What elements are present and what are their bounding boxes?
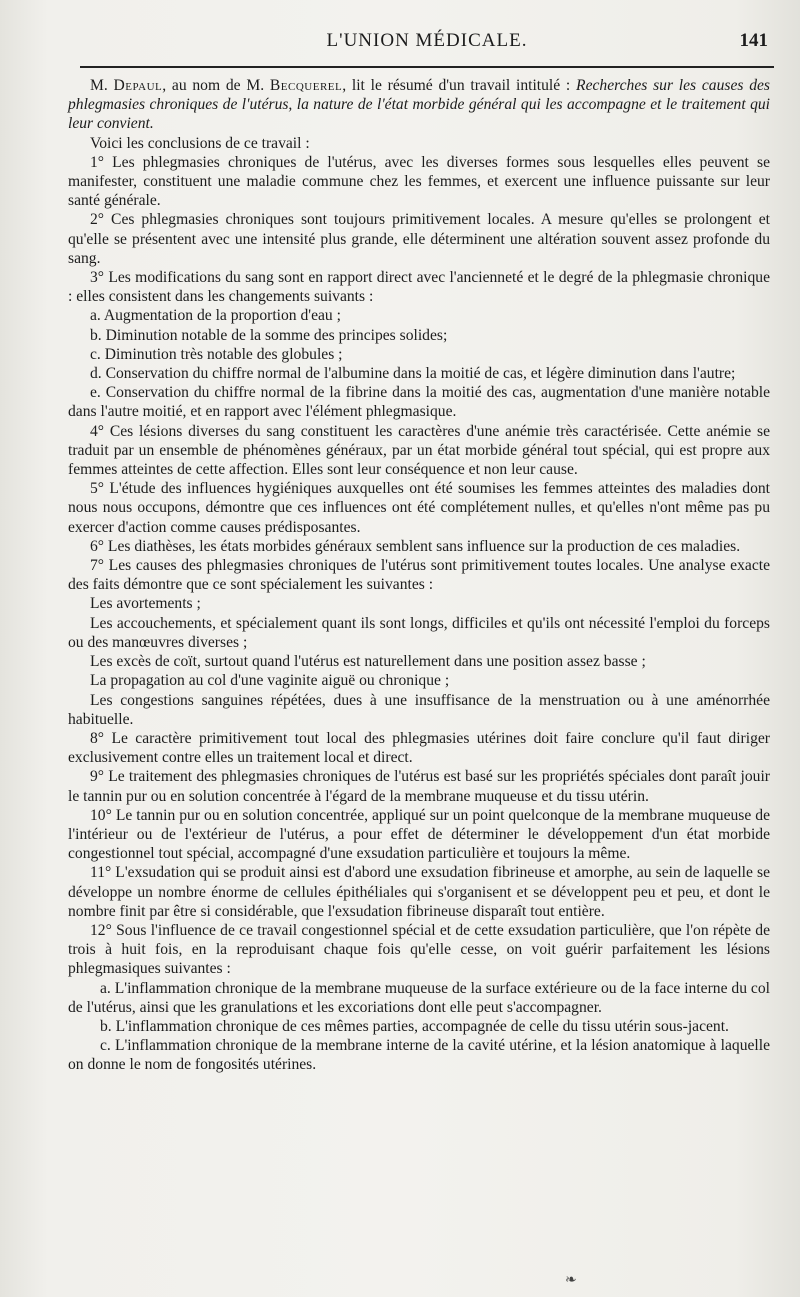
conclusion-8: 8° Le caractère primitivement tout local des phlegmasies utérines doit faire conclure qu'il faut diriger exclusivement contre elles un traitement local et direct.: [68, 729, 770, 767]
header-rule: [80, 66, 774, 68]
conclusion-6: 6° Les diathèses, les états morbides généraux semblent sans influence sur la production de ces maladies.: [90, 537, 741, 555]
article-body: [68, 76, 770, 1075]
blood-change-b: b. Diminution notable de la somme des principes solides;: [90, 326, 448, 344]
work-title: Recherches sur les causes des phlegmasies chroniques de l'utérus, la nature de l'état morbide général qui les accompagne et le traitement qui leur convient.: [68, 77, 770, 133]
conclusion-4: 4° Ces lésions diverses du sang constituent les caractères d'une anémie très caractérisée. Cette anémie se traduit par un ensemble de phénomènes généraux, par un état morbide général tout spécial, qui est propre aux femmes atteintes de cette affection. Elles sont leur conséquence et non leur cause.: [68, 422, 770, 479]
cause-congestions: Les congestions sanguines répétées, dues à une insuffisance de la menstruation ou à une aménorrhée habituelle.: [68, 691, 770, 728]
ornament-mark: ❧: [565, 1273, 577, 1288]
conclusions-intro: Voici les conclusions de ce travail :: [90, 134, 310, 152]
intro-lead: , lit le résumé d'un travail intitulé :: [342, 77, 571, 94]
second-author-name: Becquerel: [269, 77, 343, 94]
running-head: [80, 30, 774, 56]
blood-change-a: a. Augmentation de la proportion d'eau ;: [90, 307, 341, 325]
running-title: L'UNION MÉDICALE.: [326, 30, 528, 51]
lesion-b: b. L'inflammation chronique de ces mêmes parties, accompagnée de celle du tissu utérin sous-jacent.: [100, 1017, 729, 1035]
cause-propagation: La propagation au col d'une vaginite aiguë ou chronique ;: [90, 672, 450, 690]
conclusion-11: 11° L'exsudation qui se produit ainsi est d'abord une exsudation fibrineuse et amorphe, au sein de laquelle se développe un nombre énorme de cellules épithéliales qui s'organisent et se développent peu et peu, et dont le nombre finit par être si considérable, que l'exsudation fibrineuse disparaît tout entière.: [68, 864, 770, 920]
lesion-a: a. L'inflammation chronique de la membrane muqueuse de la surface extérieure ou de la face interne du col de l'utérus, ainsi que les granulations et les excoriations dont elle peut s'accompagner.: [68, 979, 770, 1016]
blood-change-c: c. Diminution très notable des globules ;: [90, 345, 343, 363]
conclusion-12: 12° Sous l'influence de ce travail congestionnel spécial et de cette exsudation particulière, que l'on répète de trois à huit fois, en la reproduisant chaque fois qu'elle cesse, on voit guérir parfaitement les lésions phlegmasiques suivantes :: [68, 921, 770, 978]
cause-exces: Les excès de coït, surtout quand l'utérus est naturellement dans une position assez basse ;: [90, 653, 646, 671]
cause-avortements: Les avortements ;: [90, 595, 201, 613]
blood-change-d: d. Conservation du chiffre normal de l'albumine dans la moitié de cas, et légère diminution dans l'autre;: [90, 365, 736, 383]
conclusion-1: 1° Les phlegmasies chroniques de l'utérus, avec les diverses formes sous lesquelles elles peuvent se manifester, constituent une maladie commune chez les femmes, et exercent une influence puissante sur leur santé générale.: [68, 153, 770, 210]
author-name: Depaul: [113, 77, 163, 94]
conclusion-7: 7° Les causes des phlegmasies chroniques de l'utérus sont primitivement toutes locales. Une analyse exacte des faits démontre que ce sont spécialement les suivantes :: [68, 557, 770, 594]
conclusion-2: 2° Ces phlegmasies chroniques sont toujours primitivement locales. A mesure qu'elles se prolongent et qu'elle se présentent avec une intensité plus grande, elle déterminent une altération souvent assez profonde du sang.: [68, 211, 770, 267]
intro-prefix: M.: [90, 77, 108, 94]
conclusion-3: 3° Les modifications du sang sont en rapport direct avec l'ancienneté et le degré de la phlegmasie chronique : elles consistent dans les changements suivants :: [68, 269, 770, 306]
intro-connector: , au nom de M.: [162, 77, 265, 94]
blood-change-e: e. Conservation du chiffre normal de la fibrine dans la moitié des cas, augmentation d'une manière notable dans l'autre moitié, et en rapport avec l'élément phlegmasique.: [68, 384, 770, 421]
intro-paragraph: [68, 76, 770, 134]
cause-accouchements: Les accouchements, et spécialement quant ils sont longs, difficiles et qu'ils ont nécessité l'emploi du forceps ou des manœuvres diverses ;: [68, 614, 770, 651]
conclusion-10: 10° Le tannin pur ou en solution concentrée, appliqué sur un point quelconque de la membrane muqueuse de l'intérieur ou de l'extérieur de l'utérus, a pour effet de déterminer le développement d'un état morbide congestionnel tout spécial, accompagné d'une exsudation particulière et toujours la même.: [68, 806, 770, 863]
lesion-c: c. L'inflammation chronique de la membrane interne de la cavité utérine, et la lésion anatomique à laquelle on donne le nom de fongosités utérines.: [68, 1037, 770, 1074]
conclusion-9: 9° Le traitement des phlegmasies chroniques de l'utérus est basé sur les propriétés spéciales dont paraît jouir le tannin pur ou en solution concentrée à l'égard de la membrane muqueuse et du tissu utérin.: [68, 768, 770, 805]
page-number: 141: [739, 30, 768, 51]
conclusion-5: 5° L'étude des influences hygiéniques auxquelles ont été soumises les femmes atteintes des maladies dont nous nous occupons, démontre que ces influences ont été complétement nulles, et qu'elles n'ont même pas pu exercer d'action comme causes prédisposantes.: [68, 480, 770, 536]
